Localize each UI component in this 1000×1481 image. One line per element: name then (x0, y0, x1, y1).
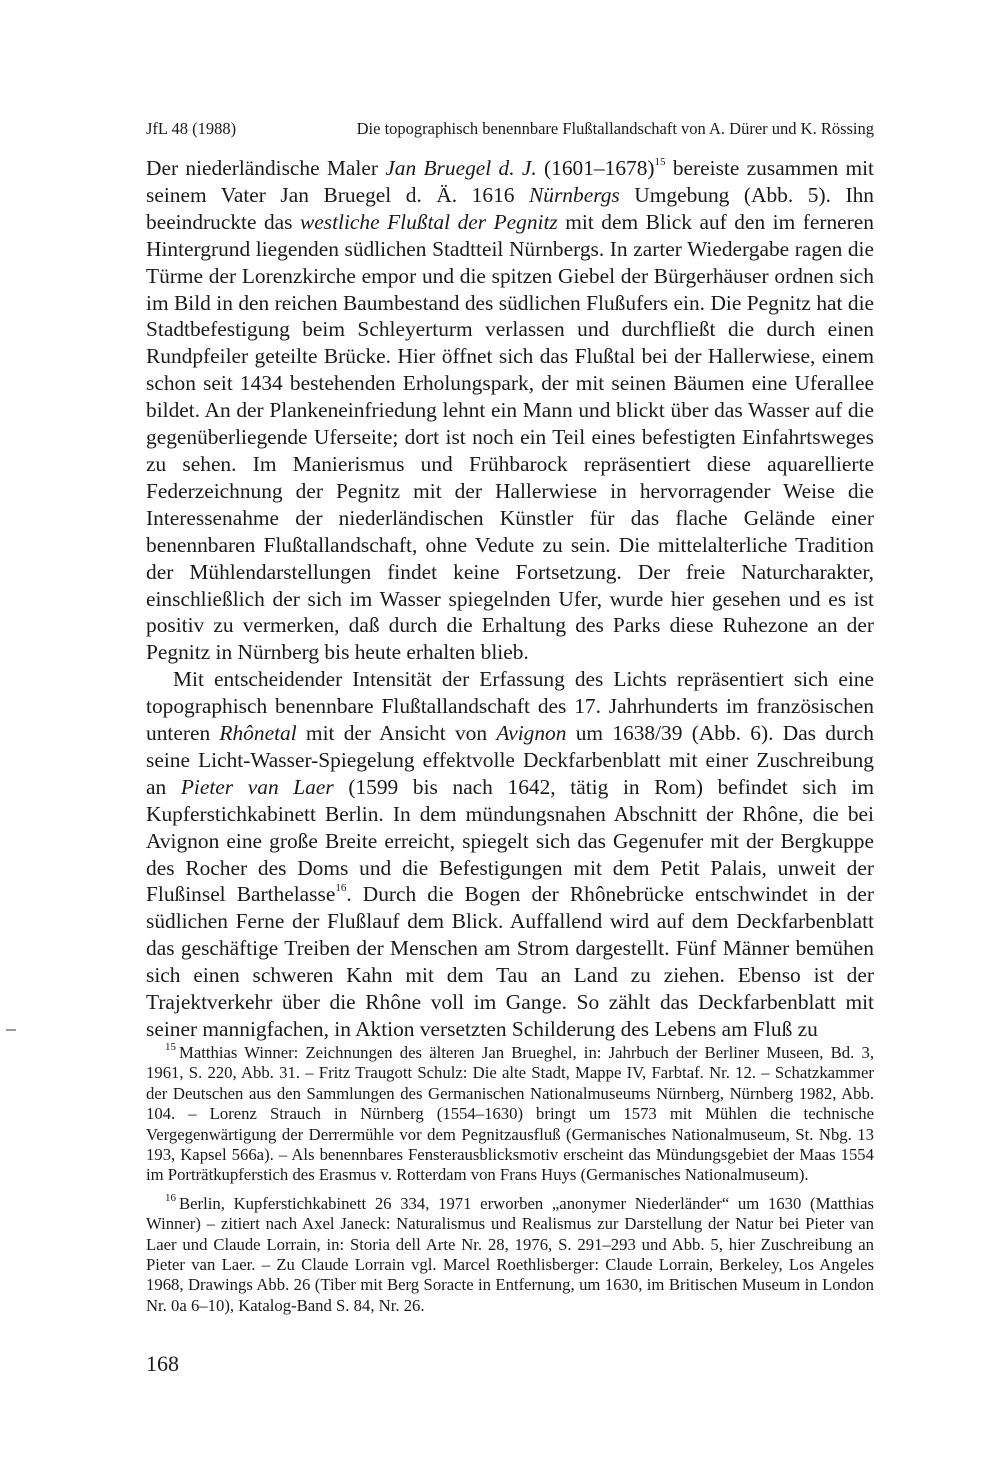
italic-term: Nürnbergs (529, 182, 620, 207)
text-run: Der niederländische Maler (146, 156, 386, 180)
footnote-ref: 16 (335, 882, 347, 895)
running-title: Die topographisch benennbare Flußtallandschaft von A. Dürer und K. Rössing (356, 119, 874, 138)
body-paragraph (146, 155, 874, 666)
text-run: mit dem Blick auf den im ferneren Hintergrund liegenden südlichen Stadtteil Nürnbergs. In zarter Wiedergabe ragen die Türme der Lorenzkirche empor und die spitzen Giebel der Bürgerhäuser ordnen sich im Bild in den reichen Baumbestand des südlichen Flußufers ein. Die Pegnitz hat die Stadtbefestigung beim Schleyerturm verlassen und durchfließt die durch einen Rundpfeiler geteilte Brücke. Hier öffnet sich das Flußtal bei der Hallerwiese, einem schon seit 1434 bestehenden Erholungspark, der mit seinen Bäumen eine Uferallee bildet. An der Plankeneinfriedung lehnt ein Mann und blickt über das Wasser auf die gegenüberliegende Uferseite; dort ist noch ein Teil eines befestigten Einfahrtsweges zu sehen. Im Manierismus und Frühbarock repräsentiert diese aquarellierte Federzeichnung der Pegnitz mit der Hallerwiese in hervorragender Weise die Interessenahme der niederländischen Künstler für das flache Gelände einer benennbaren Flußtallandschaft, ohne Vedute zu sein. Die mittelalterliche Tradition der Mühlendarstellungen findet keine Fortsetzung. Der freie Naturcharakter, einschließlich der sich im Wasser spiegelnden Ufer, wurde hier gesehen und es ist positiv zu vermerken, daß durch die Erhaltung des Parks diese Ruhezone an der Pegnitz in Nürnberg bis heute erhalten blieb. (146, 209, 874, 665)
body-text (146, 155, 874, 1043)
text-run: Mit entscheidender Intensität der Erfassung des Lichts repräsentiert sich eine topographisch benennbare Flußtallandschaft des 17. Jahrhunderts im französischen unteren (146, 667, 874, 746)
journal-citation: JfL 48 (1988) (146, 119, 237, 138)
italic-term: Avignon (496, 721, 567, 746)
footnote (146, 1194, 874, 1316)
page-number: 168 (146, 1351, 179, 1376)
footnote-text: Matthias Winner: Zeichnungen des älteren Jan Brueghel, in: Jahrbuch der Berliner Museen, Bd. 3, 1961, S. 220, Abb. 31. – Fritz Traugott Schulz: Die alte Stadt, Mappe IV, Farbtaf. Nr. 12. – Schatzkammer der Deutschen aus den Sammlungen des Germanischen Nationalmuseums Nürnberg, Nürnberg 1982, Abb. 104. – Lorenz Strauch in Nürnberg (1554–1630) bringt um 1573 mit Mühlen die technische Vergegenwärtigung der Derrermühle vor dem Pegnitzausfluß (Germanisches Nationalmuseum, St. Nbg. 13 193, Kapsel 566a). – Als benennbares Fensterausblicksmotiv erscheint das Mündungsgebiet der Maas 1554 im Porträtkupferstich des Erasmus v. Rotterdam von Frans Huys (Germanisches Nationalmuseum). (146, 1043, 874, 1185)
italic-term: Pieter van Laer (180, 774, 334, 799)
footnote-ref: 15 (654, 155, 666, 168)
scan-margin-mark (6, 1029, 16, 1031)
text-run: bereiste zusammen mit seinem Vater Jan Bruegel d. Ä. 1616 (146, 156, 874, 207)
text-run: (1601–1678) (536, 156, 655, 180)
body-paragraph (146, 666, 874, 1043)
footnote-number: 15 (165, 1041, 176, 1054)
italic-term: Jan Bruegel d. J. (385, 156, 537, 180)
italic-term: Rhônetal (219, 721, 297, 746)
footnote-number: 16 (165, 1192, 176, 1205)
footnote-text: Berlin, Kupferstichkabinett 26 334, 1971 erworben „anonymer Niederländer“ um 1630 (Matthias Winner) – zitiert nach Axel Janeck: Naturalismus und Realismus zur Darstellung der Natur bei Pieter van Laer und Claude Lorrain, in: Storia dell Arte Nr. 28, 1976, S. 291–293 und Abb. 5, hier Zuschreibung an Pieter van Laer. – Zu Claude Lorrain vgl. Marcel Roethlisberger: Claude Lorrain, Berkeley, Los Angeles 1968, Drawings Abb. 26 (Tiber mit Berg Soracte in Entfernung, um 1630, im Britischen Museum in London Nr. 0a 6–10), Katalog-Band S. 84, Nr. 26. (146, 1193, 874, 1315)
text-run: mit der Ansicht von (296, 721, 497, 746)
running-header (146, 118, 874, 140)
text-run: Umgebung (Abb. 5). Ihn beeindruckte das (146, 182, 874, 234)
footnote (146, 1043, 874, 1186)
text-run: um 1638/39 (Abb. 6). Das durch seine Licht-Wasser-Spiegelung effektvolle Deckfarbenblatt mit einer Zuschreibung an (146, 721, 874, 799)
text-run: (1599 bis nach 1642, tätig in Rom) befindet sich im Kupferstichkabinett Berlin. In dem mündungsnahen Abschnitt der Rhône, die bei Avignon eine große Breite erreicht, spiegelt sich das Gegenufer mit der Bergkuppe des Rocher des Doms und die Befestigungen mit dem Petit Palais, unweit der Flußinsel Barthelasse (146, 774, 875, 907)
footnotes (146, 1043, 874, 1324)
italic-term: westliche Flußtal der Pegnitz (299, 209, 558, 234)
text-run: . Durch die Bogen der Rhônebrücke entschwindet in der südlichen Ferne der Flußlauf dem Blick. Auffallend wird auf dem Deckfarbenblatt das geschäftige Treiben der Menschen am Strom dargestellt. Fünf Männer bemühen sich einen schweren Kahn mit dem Tau an Land zu ziehen. Ebenso ist der Trajektverkehr über die Rhône voll im Gange. So zählt das Deckfarbenblatt mit seiner mannigfachen, in Aktion versetzten Schilderung des Lebens am Fluß zu (146, 882, 874, 1041)
